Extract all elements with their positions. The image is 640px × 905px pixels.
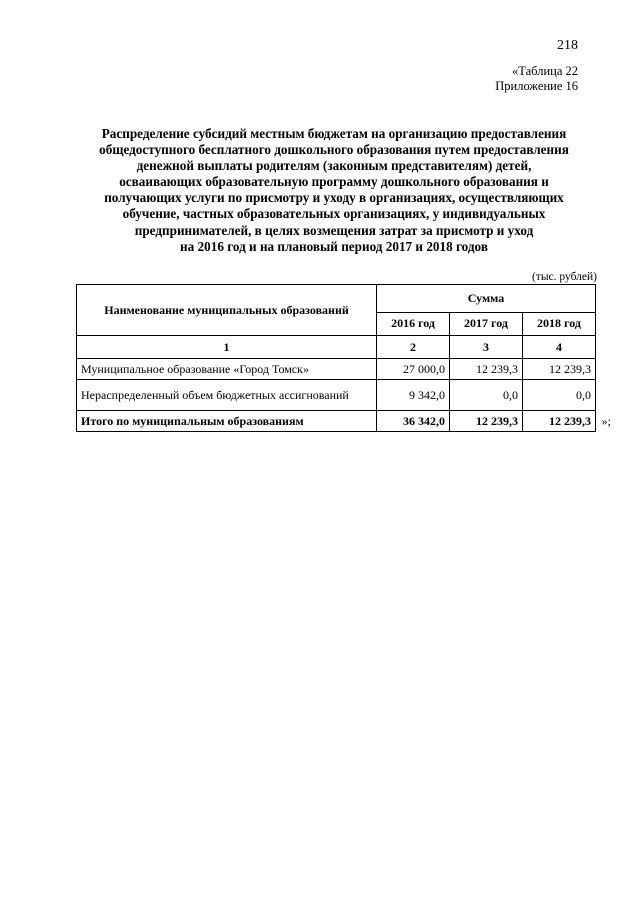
total-value-2017: 12 239,3: [450, 411, 523, 432]
col-number: 3: [450, 336, 523, 359]
title-line: Распределение субсидий местным бюджетам на организацию предоставления: [101, 126, 567, 141]
table-ref-line2: Приложение 16: [495, 79, 578, 93]
table-reference: [495, 64, 578, 94]
title-line: предпринимателей, в целях возмещения затрат за присмотр и уход: [134, 222, 534, 238]
page-number: 218: [557, 38, 578, 53]
row-value-2018: 0,0: [522, 380, 595, 411]
title-line: денежной выплаты родителям (законным представителям) детей,: [136, 158, 532, 174]
col-number: 4: [522, 336, 595, 359]
col-number: 1: [77, 336, 377, 359]
units-label: (тыс. рублей): [531, 271, 597, 283]
col-number: 2: [377, 336, 450, 359]
title-line: осваивающих образовательную программу дошкольного образования и: [119, 174, 549, 190]
table-ref-line1: «Таблица 22: [512, 64, 578, 78]
title-line: обучение, частных образовательных организациях, у индивидуальных: [122, 206, 546, 222]
header-year-2016: 2016 год: [377, 312, 450, 335]
row-name: Муниципальное образование «Город Томск»: [77, 359, 377, 380]
header-municipality: Наименование муниципальных образований: [77, 285, 377, 336]
title-line: на 2016 год и на плановый период 2017 и 2018 годов: [180, 238, 488, 254]
header-year-2018: 2018 год: [522, 312, 595, 335]
total-name: Итого по муниципальным образованиям: [77, 411, 377, 432]
document-title: [70, 126, 598, 255]
total-row: [77, 411, 596, 432]
title-line: получающих услуги по присмотру и уходу в организациях, осуществляющих: [104, 190, 564, 206]
title-line: общедоступного бесплатного дошкольного образования путем предоставления: [99, 142, 569, 158]
row-value-2016: 9 342,0: [377, 380, 450, 411]
total-value-2018: 12 239,3: [549, 413, 591, 428]
header-year-2017: 2017 год: [450, 312, 523, 335]
table-row: [77, 359, 596, 380]
row-name: Нераспределенный объем бюджетных ассигнований: [77, 380, 377, 411]
subsidy-table: [76, 284, 611, 432]
row-value-2017: 12 239,3: [450, 359, 523, 380]
header-sum: Сумма: [377, 285, 596, 313]
closing-quote: »;: [601, 414, 611, 428]
table-row: [77, 380, 596, 411]
row-value-2016: 27 000,0: [377, 359, 450, 380]
total-value-2018-cell: [522, 411, 611, 432]
total-value-2016: 36 342,0: [377, 411, 450, 432]
row-value-2018: 12 239,3: [522, 359, 595, 380]
row-value-2017: 0,0: [450, 380, 523, 411]
column-number-row: [77, 336, 596, 359]
